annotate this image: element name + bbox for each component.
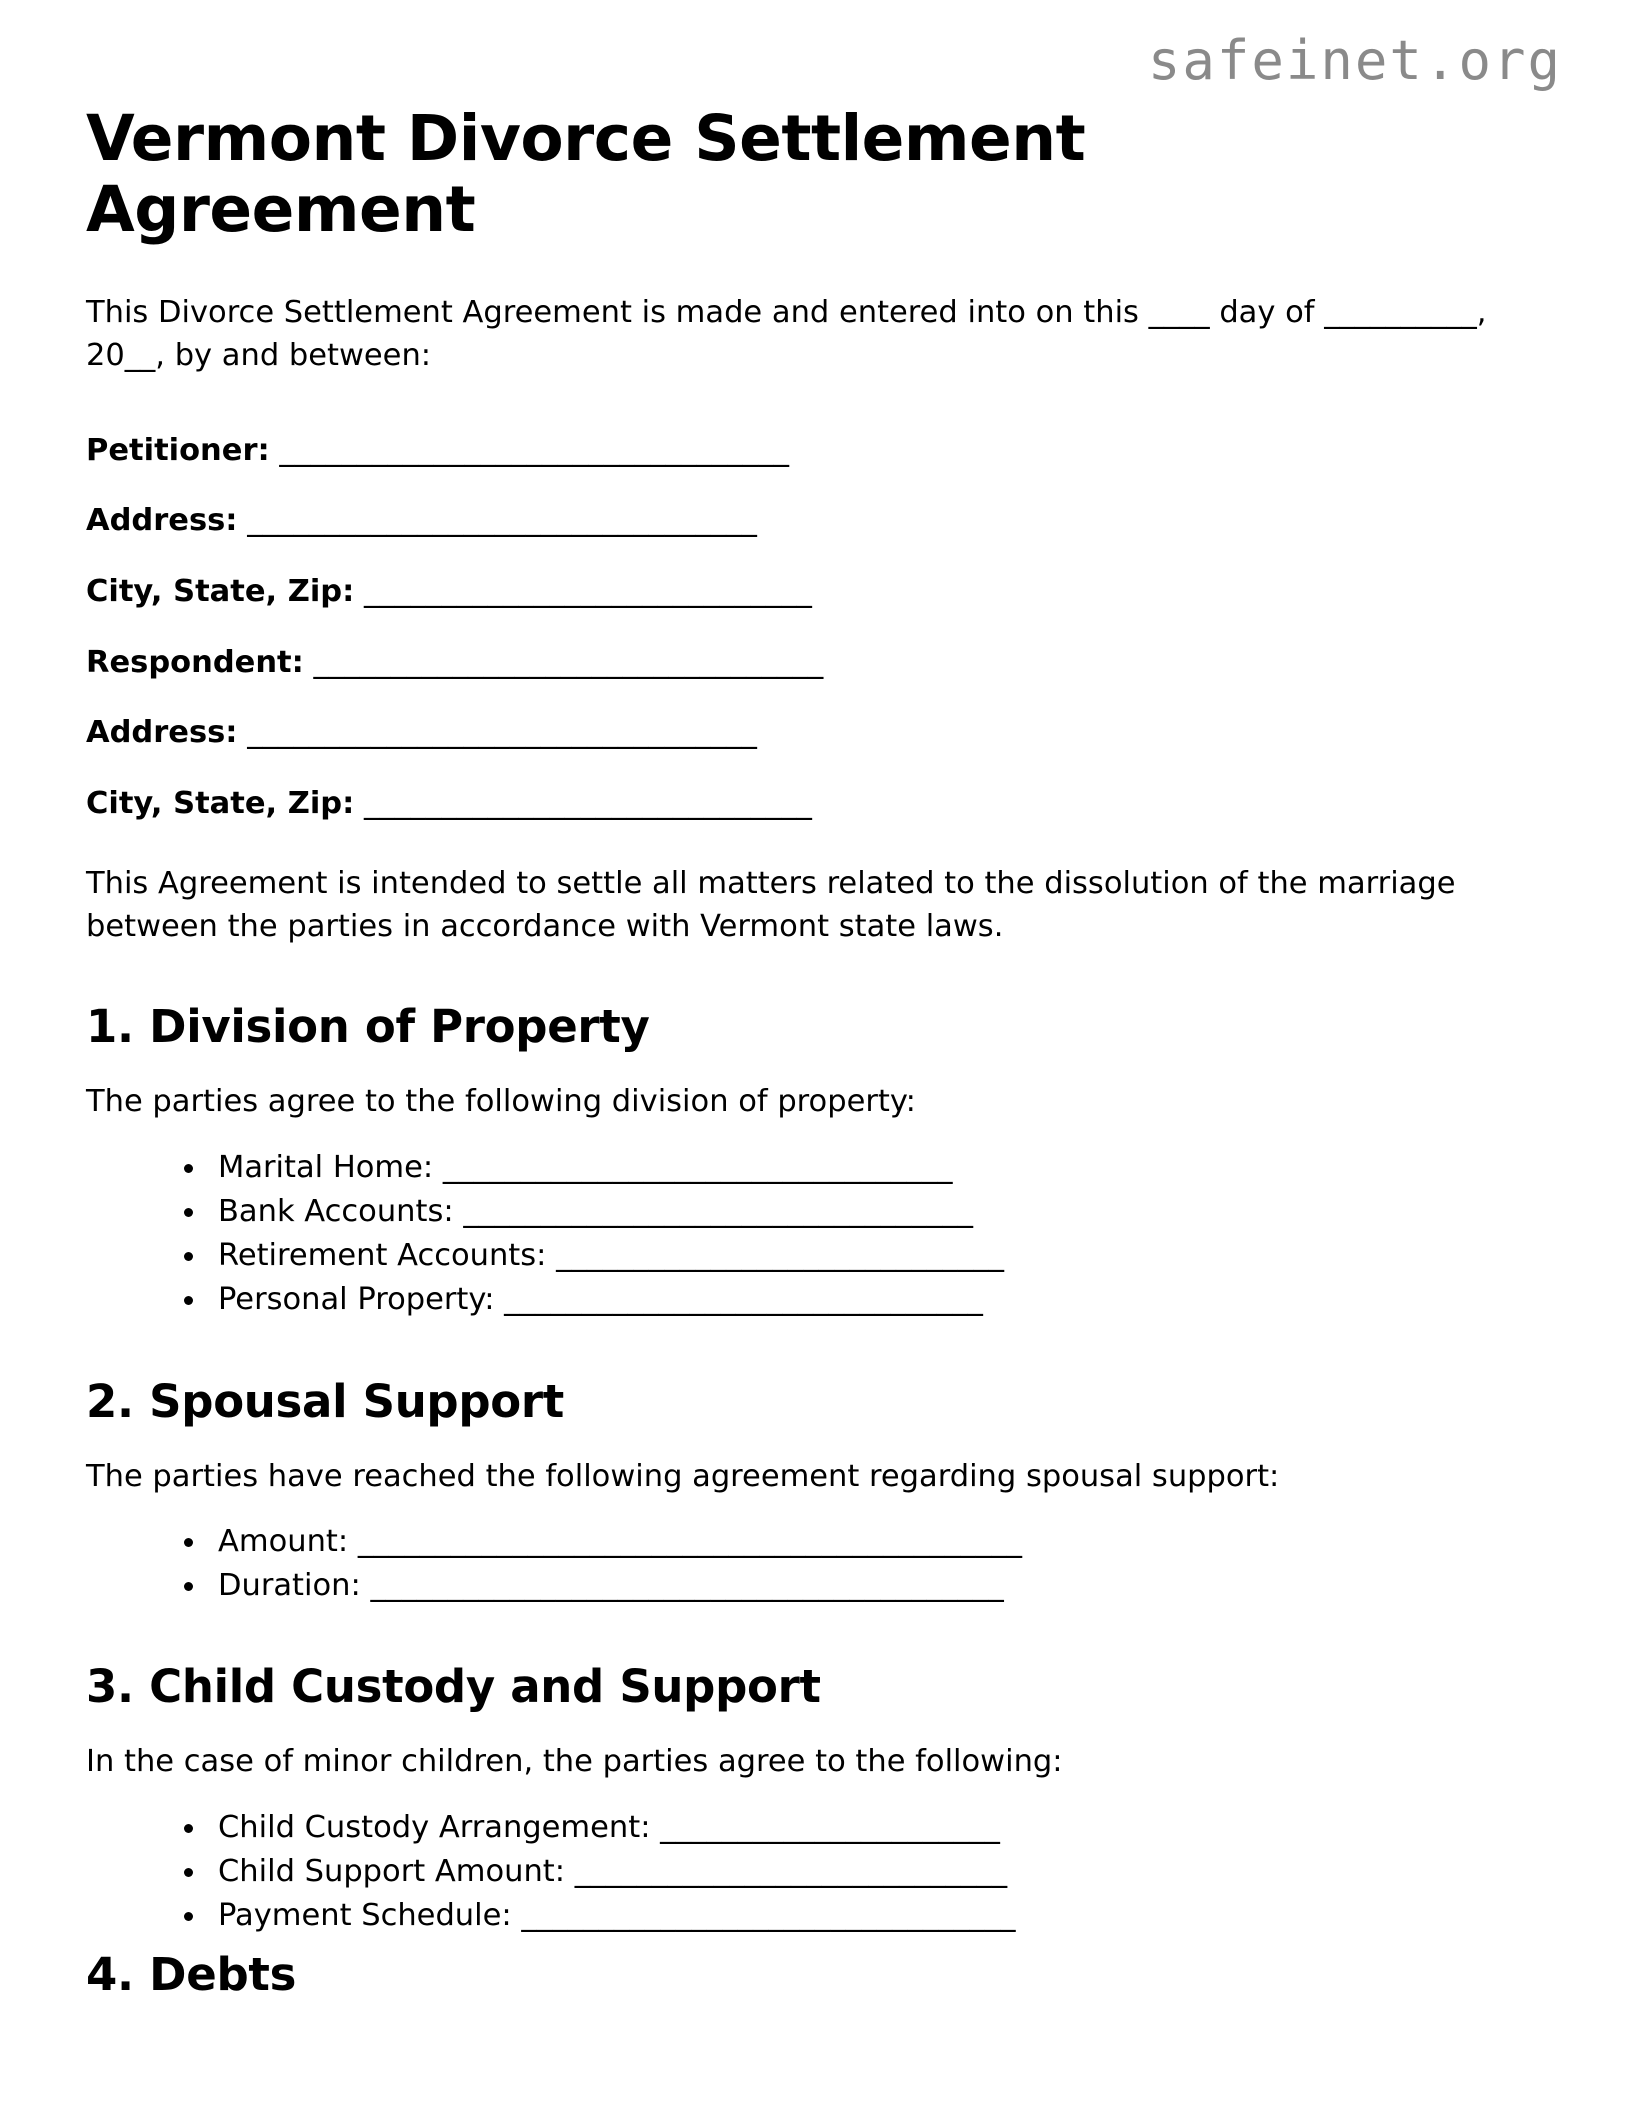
item-blank[interactable]: _______________________________	[504, 1282, 984, 1318]
field-blank-respondent-city-state-zip[interactable]: _____________________________	[364, 786, 813, 822]
item-blank[interactable]: _________________________________	[463, 1193, 974, 1229]
list-item	[182, 1894, 1566, 1938]
item-label: Duration:	[218, 1568, 361, 1604]
list-item	[182, 1190, 1566, 1234]
list-item	[182, 1564, 1566, 1608]
item-label: Payment Schedule:	[218, 1898, 512, 1934]
section-intro-2: The parties have reached the following agreement regarding spousal support:	[86, 1458, 1280, 1494]
section-list-2	[86, 1498, 1566, 1608]
item-label: Retirement Accounts:	[218, 1238, 547, 1274]
item-label: Marital Home:	[218, 1149, 434, 1185]
item-label: Child Custody Arrangement:	[218, 1809, 651, 1845]
field-blank-respondent-address[interactable]: _________________________________	[247, 715, 758, 751]
list-item	[182, 1850, 1566, 1894]
party-fields	[86, 378, 1566, 826]
field-respondent-address	[86, 684, 1566, 755]
section-heading-4: 4. Debts	[86, 1948, 297, 2002]
field-label-respondent: Respondent:	[86, 644, 304, 680]
item-blank[interactable]: ______________________	[660, 1809, 1001, 1845]
page-title: Vermont Divorce Settlement Agreement	[86, 102, 1086, 246]
list-item	[182, 1234, 1566, 1278]
section-heading-1: 1. Division of Property	[86, 1000, 650, 1054]
field-label-petitioner-address: Address:	[86, 503, 238, 539]
field-petitioner	[86, 402, 1566, 473]
field-blank-petitioner-city-state-zip[interactable]: _____________________________	[364, 574, 813, 610]
field-blank-petitioner[interactable]: _________________________________	[279, 432, 790, 468]
item-blank[interactable]: ___________________________________________	[357, 1523, 1023, 1559]
item-blank[interactable]: _________________________________________	[370, 1568, 1004, 1604]
field-label-petitioner-city-state-zip: City, State, Zip:	[86, 574, 355, 610]
list-item	[182, 1278, 1566, 1322]
field-blank-respondent[interactable]: _________________________________	[313, 644, 824, 680]
list-item	[182, 1806, 1566, 1850]
item-blank[interactable]: _________________________________	[442, 1149, 953, 1185]
field-label-respondent-address: Address:	[86, 715, 238, 751]
field-label-petitioner: Petitioner:	[86, 432, 270, 468]
item-blank[interactable]: ____________________________	[574, 1853, 1008, 1889]
item-blank[interactable]: ________________________________	[521, 1898, 1016, 1934]
section-list-3	[86, 1784, 1566, 1939]
list-item	[182, 1146, 1566, 1190]
field-petitioner-city-state-zip	[86, 543, 1566, 614]
item-label: Amount:	[218, 1523, 349, 1559]
item-label: Child Support Amount:	[218, 1853, 566, 1889]
site-watermark: safeinet.org	[1147, 29, 1562, 92]
item-blank[interactable]: _____________________________	[556, 1238, 1005, 1274]
section-list-1	[86, 1124, 1566, 1323]
item-label: Personal Property:	[218, 1282, 495, 1318]
section-heading-3: 3. Child Custody and Support	[86, 1660, 821, 1714]
purpose-paragraph: This Agreement is intended to settle all matters related to the dissolution of the marriage between the parties in accordance with Vermont state laws.	[86, 865, 1456, 945]
field-petitioner-address	[86, 472, 1566, 543]
item-label: Bank Accounts:	[218, 1193, 454, 1229]
field-respondent	[86, 614, 1566, 685]
list-item	[182, 1520, 1566, 1564]
section-heading-2: 2. Spousal Support	[86, 1374, 564, 1428]
field-respondent-city-state-zip	[86, 755, 1566, 826]
field-label-respondent-city-state-zip: City, State, Zip:	[86, 786, 355, 822]
intro-paragraph: This Divorce Settlement Agreement is made and entered into on this ____ day of __________, 20__, by and between:	[86, 295, 1487, 374]
field-blank-petitioner-address[interactable]: _________________________________	[247, 503, 758, 539]
section-intro-3: In the case of minor children, the parties agree to the following:	[86, 1744, 1063, 1780]
section-intro-1: The parties agree to the following division of property:	[86, 1084, 916, 1120]
